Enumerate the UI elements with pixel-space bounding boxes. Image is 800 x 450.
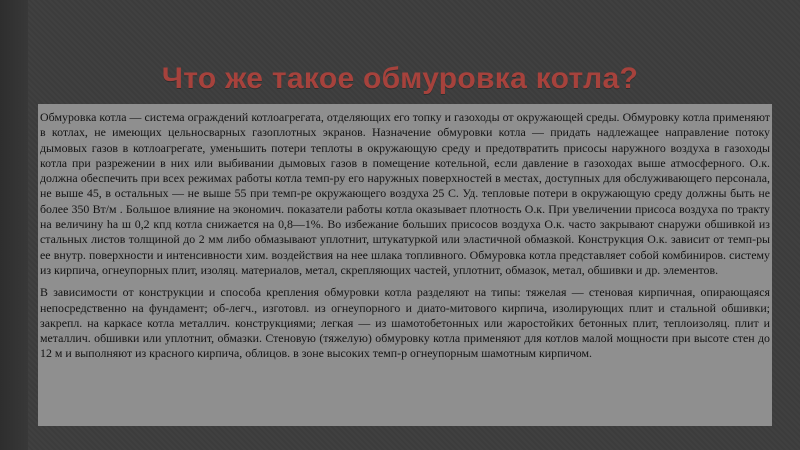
text-block [38, 104, 772, 426]
slide-title: Что же такое обмуровка котла? [161, 62, 639, 95]
paragraph-definition: Обмуровка котла — система ограждений котлоагрегата, отделяющих его топку и газоходы от окружающей среды. Обмуровку котла применяют в котлах, не имеющих цельносварных газоплотных экранов. Назначение обмуровки котла — придать надлежащее направление потоку дымовых газов в котлоагрегате, уменьшить потери теплоты в окружающую среду и предотвратить присосы наружного воздуха в газоходы котла при разрежении в них или выбивании дымовых газов в помещение котельной, если давление в газоходах выше атмосферного. О.к. должна обеспечить при всех режимах работы котла темп-ру его наружных поверхностей в местах, доступных для обслуживающего персонала, не выше 45, в остальных — не выше 55 при темп-ре окружающего воздуха 25 С. Уд. тепловые потери в окружающую среду должны быть не более 350 Вт/м . Большое влияние на экономич. показатели работы котла оказывает плотность О.к. При увеличении присоса воздуха по тракту на величину ha ш 0,2 кпд котла снижается на 0,8—1%. Во избежание больших присосов воздуха О.к. часто закрывают снаружи обшивкой из стальных листов толщиной до 2 мм либо обмазывают уплотнит, штукатуркой или эластичной обмазкой. Конструкция О.к. зависит от темп-ры ее внутр. поверхности и интенсивности хим. воздействия на нее шлака топливного. Обмуровка котла представляет собой комбиниров. систему из кирпича, огнеупорных плит, изоляц. материалов, метал, скрепляющих частей, уплотнит, обмазок, метал, обшивки и др. элементов. [40, 110, 770, 277]
paragraph-types: В зависимости от конструкции и способа крепления обмуровки котла разделяют на типы: тяжелая — стеновая кирпичная, опирающаяся непосредственно на фундамент; об-легч., изготовл. из огнеупорного и диато-митового кирпича, изолирующих плит и стальной обшивки; закрепл. на каркасе котла металлич. конструкциями; легкая — из шамотобетонных или жаростойких бетонных плит, теплоизоляц. плит и металлич. обшивки или уплотнит, обмазки. Стеновую (тяжелую) обмуровку котла применяют для котлов малой мощности при высоте стен до 12 м и выполняют из красного кирпича, облицов. в зоне высоких темп-р огнеупорным шамотным кирпичом. [40, 285, 770, 361]
